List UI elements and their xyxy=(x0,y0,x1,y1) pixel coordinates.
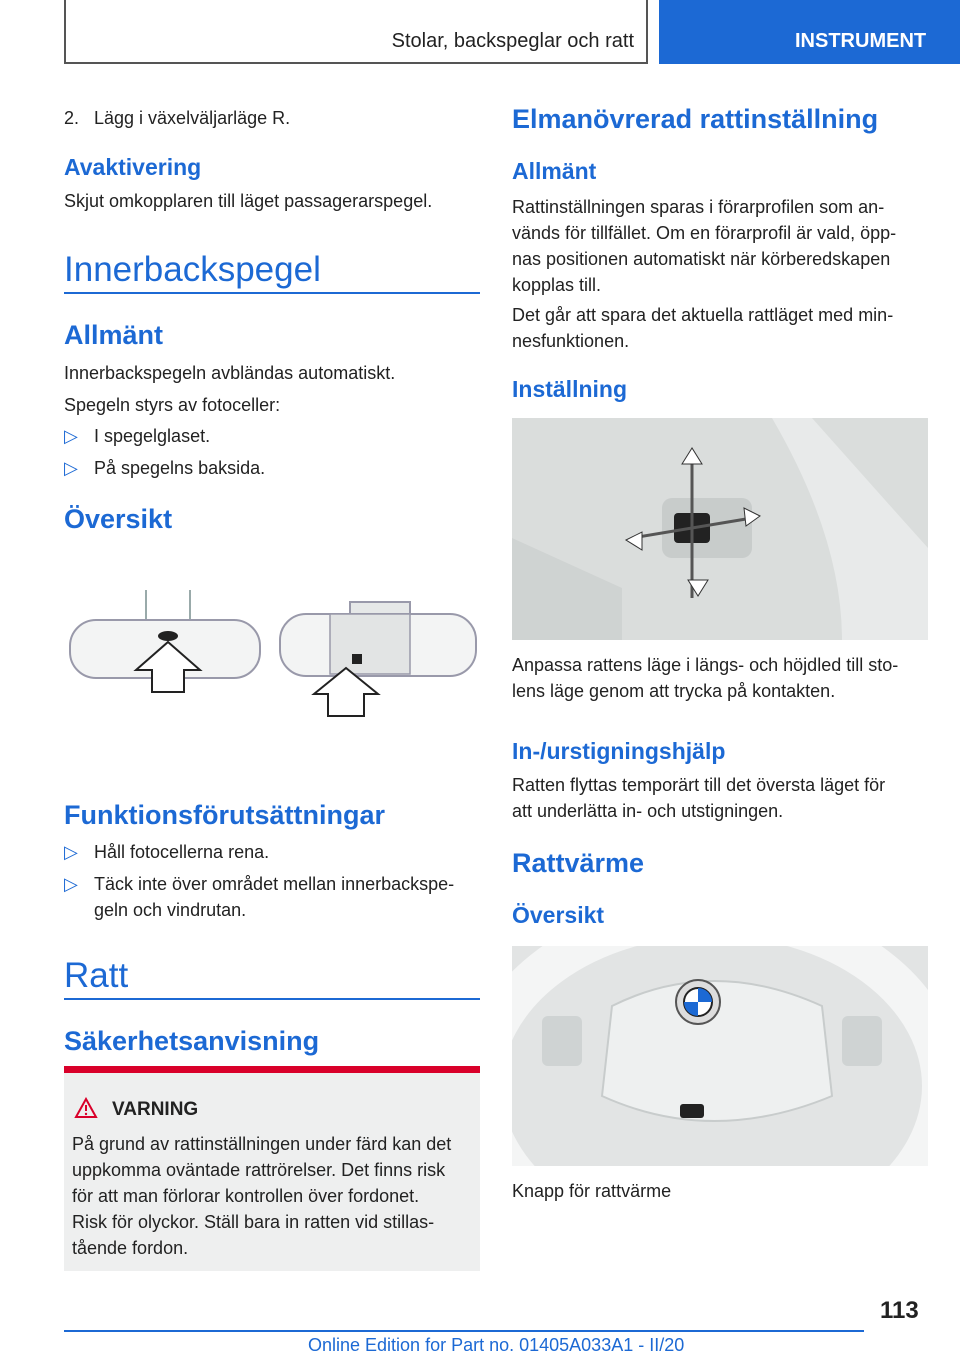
adjust-image xyxy=(512,418,928,640)
mirror-heading: Innerbackspegel xyxy=(64,250,321,289)
electric-heading: Elmanövrerad rattinställning xyxy=(512,104,879,134)
memory-line: Det går att spara det aktuella rattläget med min- xyxy=(512,305,894,325)
header-section xyxy=(64,0,648,64)
functions-heading: Funktionsförutsättningar xyxy=(64,800,385,830)
header-section-title: Stolar, backspeglar och ratt xyxy=(391,30,634,52)
setting-heading: Inställning xyxy=(512,376,627,402)
bullet-icon: ▷ xyxy=(64,874,78,894)
bullet-icon: ▷ xyxy=(64,842,78,862)
deactivation-text: Skjut omkopplaren till läget passagerarspegel. xyxy=(64,191,433,211)
adjust-switch-illustration xyxy=(512,418,928,640)
step-text: Lägg i växelväljarläge R. xyxy=(94,108,291,128)
bullet-text: Täck inte över området mellan innerbackspe- xyxy=(94,874,455,894)
general-heading-right: Allmänt xyxy=(512,158,597,184)
general-line: vänds för tillfället. Om en förarprofil är vald, öpp- xyxy=(512,223,897,243)
header-chapter-title: INSTRUMENT xyxy=(795,30,927,52)
page-number: 113 xyxy=(880,1297,919,1324)
heating-heading: Rattvärme xyxy=(512,848,645,878)
bullet-text: På spegelns baksida. xyxy=(94,458,266,478)
mirror-illustration xyxy=(64,590,480,720)
entry-line: Ratten flyttas temporärt till det översta läget för xyxy=(512,775,886,795)
steering-wheel-image xyxy=(512,946,928,1166)
overview-heading: Översikt xyxy=(64,504,173,534)
general-heading: Allmänt xyxy=(64,320,164,350)
warning-line: för att man förlorar kontrollen över fordonet. xyxy=(72,1186,420,1206)
bullet-text: Håll fotocellerna rena. xyxy=(94,842,270,862)
warning-icon xyxy=(74,1097,98,1119)
warning-label: VARNING xyxy=(112,1099,199,1120)
setting-caption-line: lens läge genom att trycka på kontakten. xyxy=(512,681,836,701)
bullet-text-cont: geln och vindrutan. xyxy=(94,900,247,920)
general-line: kopplas till. xyxy=(512,275,602,295)
general-p1: Innerbackspegeln avbländas automatiskt. xyxy=(64,363,396,383)
entry-heading: In-/urstigningshjälp xyxy=(512,738,726,764)
footer-edition: Online Edition for Part no. 01405A033A1 - II/20 xyxy=(308,1335,685,1355)
bullet-icon: ▷ xyxy=(64,458,78,478)
general-line: nas positionen automatiskt när körberedskapen xyxy=(512,249,891,269)
deactivation-heading: Avaktivering xyxy=(64,154,202,180)
general-line: Rattinställningen sparas i förarprofilen som an- xyxy=(512,197,885,217)
warning-box xyxy=(64,1066,480,1271)
setting-caption-line: Anpassa rattens läge i längs- och höjdled till sto- xyxy=(512,655,899,675)
header-chapter xyxy=(659,0,960,64)
steering-wheel-illustration xyxy=(512,946,928,1166)
heating-caption: Knapp för rattvärme xyxy=(512,1181,672,1201)
step-number: 2. xyxy=(64,108,80,128)
bullet-icon: ▷ xyxy=(64,426,78,446)
heating-overview-heading: Översikt xyxy=(512,902,605,928)
wheel-heading: Ratt xyxy=(64,956,129,995)
memory-line: nesfunktionen. xyxy=(512,331,630,351)
warning-line: På grund av rattinställningen under färd kan det xyxy=(72,1134,452,1154)
entry-line: att underlätta in- och utstigningen. xyxy=(512,801,784,821)
warning-line: tående fordon. xyxy=(72,1238,189,1258)
safety-heading: Säkerhetsanvisning xyxy=(64,1026,320,1056)
warning-line: uppkomma oväntade rattrörelser. Det finns risk xyxy=(72,1160,446,1180)
mirror-rule xyxy=(64,292,480,294)
bullet-text: I spegelglaset. xyxy=(94,426,211,446)
wheel-rule xyxy=(64,998,480,1000)
general-p2: Spegeln styrs av fotoceller: xyxy=(64,395,281,415)
warning-line: Risk för olyckor. Ställ bara in ratten vid stillas- xyxy=(72,1212,435,1232)
footer-rule xyxy=(64,1330,864,1332)
